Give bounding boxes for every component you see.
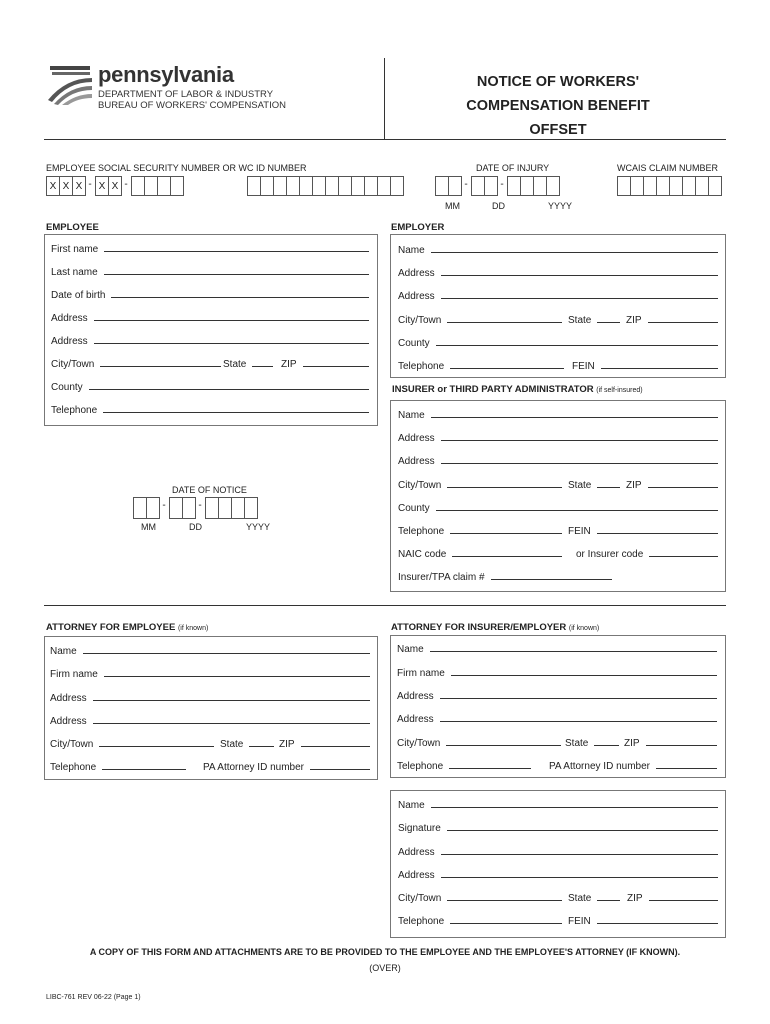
injury-year-digit[interactable] — [546, 176, 560, 196]
atty-emp-address-2-field[interactable]: Address — [50, 713, 370, 727]
notice-year-digit[interactable] — [218, 497, 232, 519]
insurer-city-field[interactable]: City/Town — [398, 477, 562, 491]
keystone-logo-icon — [46, 64, 94, 106]
atty-emp-firm-field[interactable]: Firm name — [50, 666, 370, 680]
employer-address-2-field[interactable]: Address — [398, 288, 718, 302]
section-divider — [44, 605, 726, 606]
signer-address-1-field[interactable]: Address — [398, 844, 718, 858]
form-id: LIBC-761 REV 06-22 (Page 1) — [46, 994, 141, 1001]
atty-emp-state-field[interactable]: State — [220, 736, 274, 750]
ssn-digit[interactable]: X — [108, 176, 122, 196]
atty-emp-city-field[interactable]: City/Town — [50, 736, 214, 750]
ssn-label: EMPLOYEE SOCIAL SECURITY NUMBER OR WC ID NUMBER — [46, 163, 307, 173]
atty-ins-state-field[interactable]: State — [565, 735, 619, 749]
date-dash: - — [500, 179, 504, 190]
atty-emp-telephone-field[interactable]: Telephone — [50, 759, 186, 773]
wc-id-digit[interactable] — [351, 176, 365, 196]
wc-id-digit[interactable] — [377, 176, 391, 196]
atty-ins-address-2-field[interactable]: Address — [397, 711, 717, 725]
employee-address-1-field[interactable]: Address — [51, 310, 369, 324]
ssn-digit[interactable]: X — [59, 176, 73, 196]
attorney-employee-heading: ATTORNEY FOR EMPLOYEE (if known) — [46, 622, 209, 633]
ssn-digit[interactable]: X — [72, 176, 86, 196]
employer-zip-field[interactable]: ZIP — [626, 312, 718, 326]
atty-ins-name-field[interactable]: Name — [397, 641, 717, 655]
ssn-dash: - — [88, 179, 92, 190]
insurer-address-1-field[interactable]: Address — [398, 430, 718, 444]
signer-state-field[interactable]: State — [568, 890, 620, 904]
signer-city-field[interactable]: City/Town — [398, 890, 562, 904]
atty-emp-pa-id-field[interactable]: PA Attorney ID number — [203, 759, 370, 773]
employer-fein-field[interactable]: FEIN — [572, 358, 718, 372]
atty-ins-pa-id-field[interactable]: PA Attorney ID number — [549, 758, 717, 772]
wcais-boxes[interactable] — [617, 176, 721, 196]
employer-panel — [390, 234, 726, 378]
injury-day-digit[interactable] — [471, 176, 485, 196]
insurer-naic-field[interactable]: NAIC code — [398, 546, 562, 560]
employee-county-field[interactable]: County — [51, 379, 369, 393]
signer-telephone-field[interactable]: Telephone — [398, 913, 562, 927]
insurer-address-2-field[interactable]: Address — [398, 453, 718, 467]
employee-state-field[interactable]: State — [223, 356, 273, 370]
injury-month-digit[interactable] — [448, 176, 462, 196]
insurer-telephone-field[interactable]: Telephone — [398, 523, 562, 537]
notice-day-digit[interactable] — [169, 497, 183, 519]
insurer-name-field[interactable]: Name — [398, 407, 718, 421]
state-name: pennsylvania — [98, 62, 234, 87]
employer-name-field[interactable]: Name — [398, 242, 718, 256]
wcais-digit[interactable] — [617, 176, 631, 196]
insurer-state-field[interactable]: State — [568, 477, 620, 491]
department-name: DEPARTMENT OF LABOR & INDUSTRY — [98, 89, 274, 100]
employee-telephone-field[interactable]: Telephone — [51, 402, 369, 416]
notice-year-digit[interactable] — [231, 497, 245, 519]
title-line-3: OFFSET — [529, 122, 587, 138]
injury-month-digit[interactable] — [435, 176, 449, 196]
notice-yyyy-label: YYYY — [246, 522, 271, 532]
wcais-digit[interactable] — [682, 176, 696, 196]
ssn-boxes[interactable] — [46, 176, 183, 196]
injury-date-boxes[interactable] — [435, 176, 559, 196]
injury-dd-label: DD — [492, 201, 505, 211]
injury-mm-label: MM — [445, 201, 460, 211]
header-divider — [384, 58, 385, 140]
ssn-digit[interactable] — [144, 176, 158, 196]
insurer-county-field[interactable]: County — [398, 500, 718, 514]
wcais-digit[interactable] — [656, 176, 670, 196]
employee-city-field[interactable]: City/Town — [51, 356, 221, 370]
wc-id-digit[interactable] — [260, 176, 274, 196]
pa-logo — [46, 64, 94, 106]
notice-date-label: DATE OF NOTICE — [172, 485, 247, 495]
ssn-digit[interactable] — [131, 176, 145, 196]
employee-heading: EMPLOYEE — [46, 222, 99, 233]
notice-mm-label: MM — [141, 522, 156, 532]
ssn-digit[interactable]: X — [95, 176, 109, 196]
insurer-fein-field[interactable]: FEIN — [568, 523, 718, 537]
atty-ins-address-1-field[interactable]: Address — [397, 688, 717, 702]
atty-ins-telephone-field[interactable]: Telephone — [397, 758, 531, 772]
injury-day-digit[interactable] — [484, 176, 498, 196]
title-line-2: COMPENSATION BENEFIT — [466, 98, 650, 114]
atty-ins-firm-field[interactable]: Firm name — [397, 665, 717, 679]
employee-dob-field[interactable]: Date of birth — [51, 287, 369, 301]
atty-emp-zip-field[interactable]: ZIP — [279, 736, 370, 750]
notice-month-digit[interactable] — [133, 497, 147, 519]
insurer-note: (if self-insured) — [596, 387, 643, 394]
insurer-heading: INSURER or THIRD PARTY ADMINISTRATOR (if self-insured) — [392, 384, 643, 395]
signer-signature-field[interactable]: Signature — [398, 820, 718, 834]
injury-year-digit[interactable] — [507, 176, 521, 196]
signer-panel — [390, 790, 726, 938]
employee-zip-field[interactable]: ZIP — [281, 356, 369, 370]
form-title — [420, 70, 696, 142]
wcais-digit[interactable] — [695, 176, 709, 196]
wc-id-digit[interactable] — [312, 176, 326, 196]
wc-id-digit[interactable] — [364, 176, 378, 196]
atty-emp-address-1-field[interactable]: Address — [50, 690, 370, 704]
ssn-dash: - — [124, 179, 128, 190]
date-dash: - — [464, 179, 468, 190]
signer-address-2-field[interactable]: Address — [398, 867, 718, 881]
date-dash: - — [162, 500, 166, 511]
notice-day-digit[interactable] — [182, 497, 196, 519]
atty-ins-zip-field[interactable]: ZIP — [624, 735, 717, 749]
atty-ins-city-field[interactable]: City/Town — [397, 735, 561, 749]
wcais-digit[interactable] — [669, 176, 683, 196]
wc-id-digit[interactable] — [390, 176, 404, 196]
notice-dd-label: DD — [189, 522, 202, 532]
wcais-digit[interactable] — [643, 176, 657, 196]
title-line-1: NOTICE OF WORKERS' — [476, 74, 640, 90]
insurer-panel — [390, 400, 726, 592]
employer-address-1-field[interactable]: Address — [398, 265, 718, 279]
injury-year-digit[interactable] — [520, 176, 534, 196]
ssn-digit[interactable] — [157, 176, 171, 196]
employer-telephone-field[interactable]: Telephone — [398, 358, 564, 372]
wc-id-digit[interactable] — [299, 176, 313, 196]
ssn-digit[interactable]: X — [46, 176, 60, 196]
employer-county-field[interactable]: County — [398, 335, 718, 349]
employee-address-2-field[interactable]: Address — [51, 333, 369, 347]
signer-fein-field[interactable]: FEIN — [568, 913, 718, 927]
wcais-digit[interactable] — [708, 176, 722, 196]
notice-year-digit[interactable] — [205, 497, 219, 519]
attorney-employee-panel — [44, 636, 378, 780]
wc-id-digit[interactable] — [325, 176, 339, 196]
signer-zip-field[interactable]: ZIP — [627, 890, 718, 904]
injury-year-digit[interactable] — [533, 176, 547, 196]
employee-first-name-field[interactable]: First name — [51, 241, 369, 255]
insurer-tpa-claim-field[interactable]: Insurer/TPA claim # — [398, 569, 612, 583]
insurer-zip-field[interactable]: ZIP — [626, 477, 718, 491]
over-note: (OVER) — [369, 963, 401, 973]
date-dash: - — [198, 500, 202, 511]
wc-id-digit[interactable] — [273, 176, 287, 196]
copy-notice: A COPY OF THIS FORM AND ATTACHMENTS ARE TO BE PROVIDED TO THE EMPLOYEE AND THE EMPLOYEE'S ATTORNEY (IF KNOWN). — [89, 947, 681, 957]
notice-month-digit[interactable] — [146, 497, 160, 519]
wcais-label: WCAIS CLAIM NUMBER — [617, 163, 719, 173]
employer-city-field[interactable]: City/Town — [398, 312, 562, 326]
bureau-name: BUREAU OF WORKERS' COMPENSATION — [98, 100, 286, 111]
employee-panel — [44, 234, 378, 426]
wc-id-digit[interactable] — [286, 176, 300, 196]
attorney-insurer-panel — [390, 635, 726, 778]
employee-last-name-field[interactable]: Last name — [51, 264, 369, 278]
wc-id-digit[interactable] — [338, 176, 352, 196]
wc-id-boxes[interactable] — [247, 176, 403, 196]
notice-year-digit[interactable] — [244, 497, 258, 519]
wcais-digit[interactable] — [630, 176, 644, 196]
attorney-insurer-heading: ATTORNEY FOR INSURER/EMPLOYER (if known) — [391, 622, 600, 633]
insurer-code-field[interactable]: or Insurer code — [576, 546, 718, 560]
ssn-digit[interactable] — [170, 176, 184, 196]
employer-heading: EMPLOYER — [391, 222, 445, 233]
notice-date-boxes[interactable] — [133, 497, 257, 519]
signer-name-field[interactable]: Name — [398, 797, 718, 811]
wc-id-digit[interactable] — [247, 176, 261, 196]
injury-yyyy-label: YYYY — [548, 201, 573, 211]
atty-emp-name-field[interactable]: Name — [50, 643, 370, 657]
injury-label: DATE OF INJURY — [476, 163, 550, 173]
employer-state-field[interactable]: State — [568, 312, 620, 326]
